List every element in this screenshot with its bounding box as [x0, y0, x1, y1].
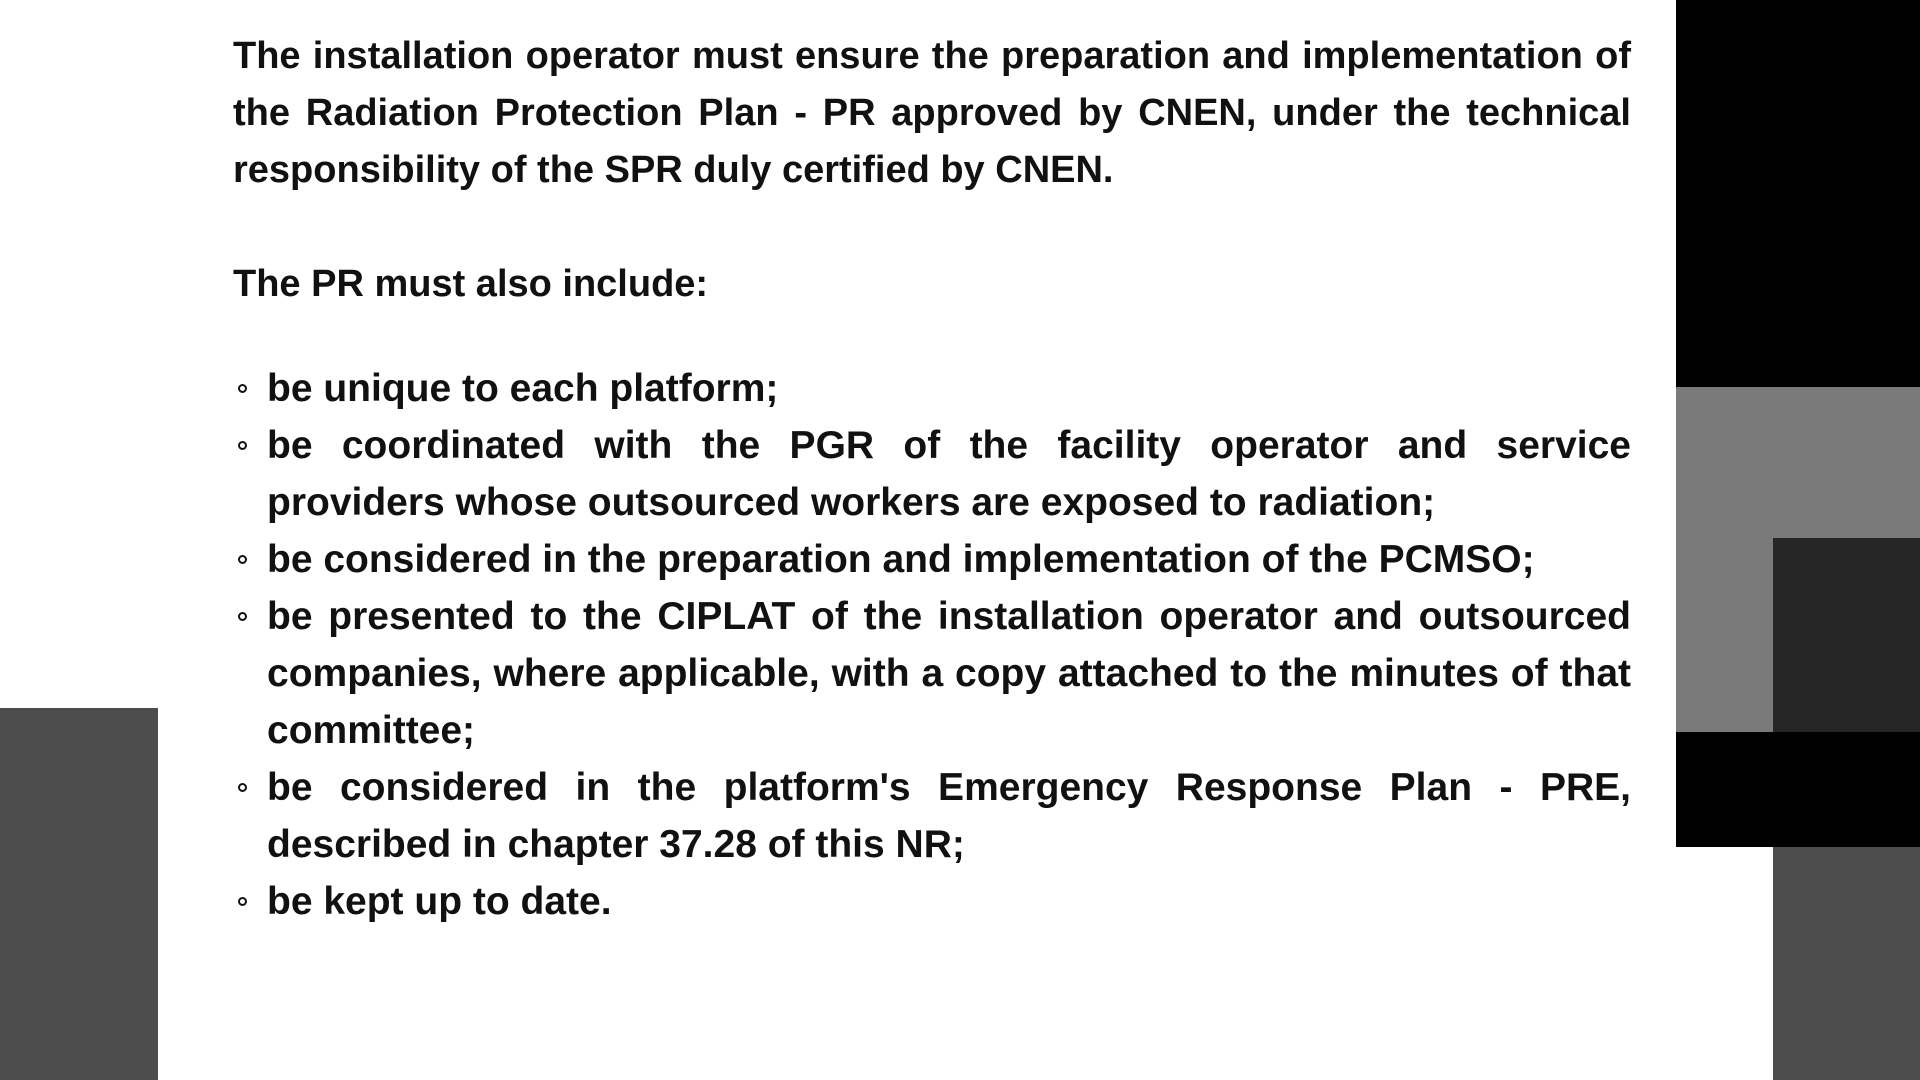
decorative-block-right-band — [1676, 732, 1920, 847]
bullet-circle-icon — [238, 441, 247, 450]
list-item — [233, 531, 1631, 588]
requirements-list — [233, 360, 1631, 930]
list-item — [233, 417, 1631, 531]
list-item-text: be unique to each platform; — [267, 367, 779, 410]
list-item-text: be considered in the platform's Emergency Response Plan - PRE, described in chapter 37.28 of this NR; — [267, 766, 1631, 866]
bullet-circle-icon — [238, 612, 247, 621]
slide-body — [233, 28, 1631, 930]
list-item — [233, 588, 1631, 759]
list-item — [233, 360, 1631, 417]
list-item — [233, 759, 1631, 873]
decorative-block-right-top — [1676, 0, 1920, 387]
lead-paragraph: The PR must also include: — [233, 263, 709, 305]
list-item-text: be kept up to date. — [267, 880, 612, 923]
bullet-circle-icon — [238, 783, 247, 792]
list-item-text: be considered in the preparation and implementation of the PCMSO; — [267, 538, 1535, 581]
decorative-block-right-dark — [1773, 538, 1920, 732]
decorative-block-right-bottom — [1773, 847, 1920, 1080]
intro-paragraph: The installation operator must ensure the preparation and implementation of the Radiation Protection Plan - PR approved by CNEN, under the technical responsibility of the SPR duly certified by CNEN. — [233, 35, 1631, 191]
list-item-text: be presented to the CIPLAT of the installation operator and outsourced companies, where applicable, with a copy attached to the minutes of that committee; — [267, 595, 1631, 752]
bullet-circle-icon — [238, 897, 247, 906]
bullet-circle-icon — [238, 555, 247, 564]
decorative-block-left-bottom — [0, 708, 158, 1080]
bullet-circle-icon — [238, 384, 247, 393]
list-item-text: be coordinated with the PGR of the facility operator and service providers whose outsourced workers are exposed to radiation; — [267, 424, 1631, 524]
list-item — [233, 873, 1631, 930]
